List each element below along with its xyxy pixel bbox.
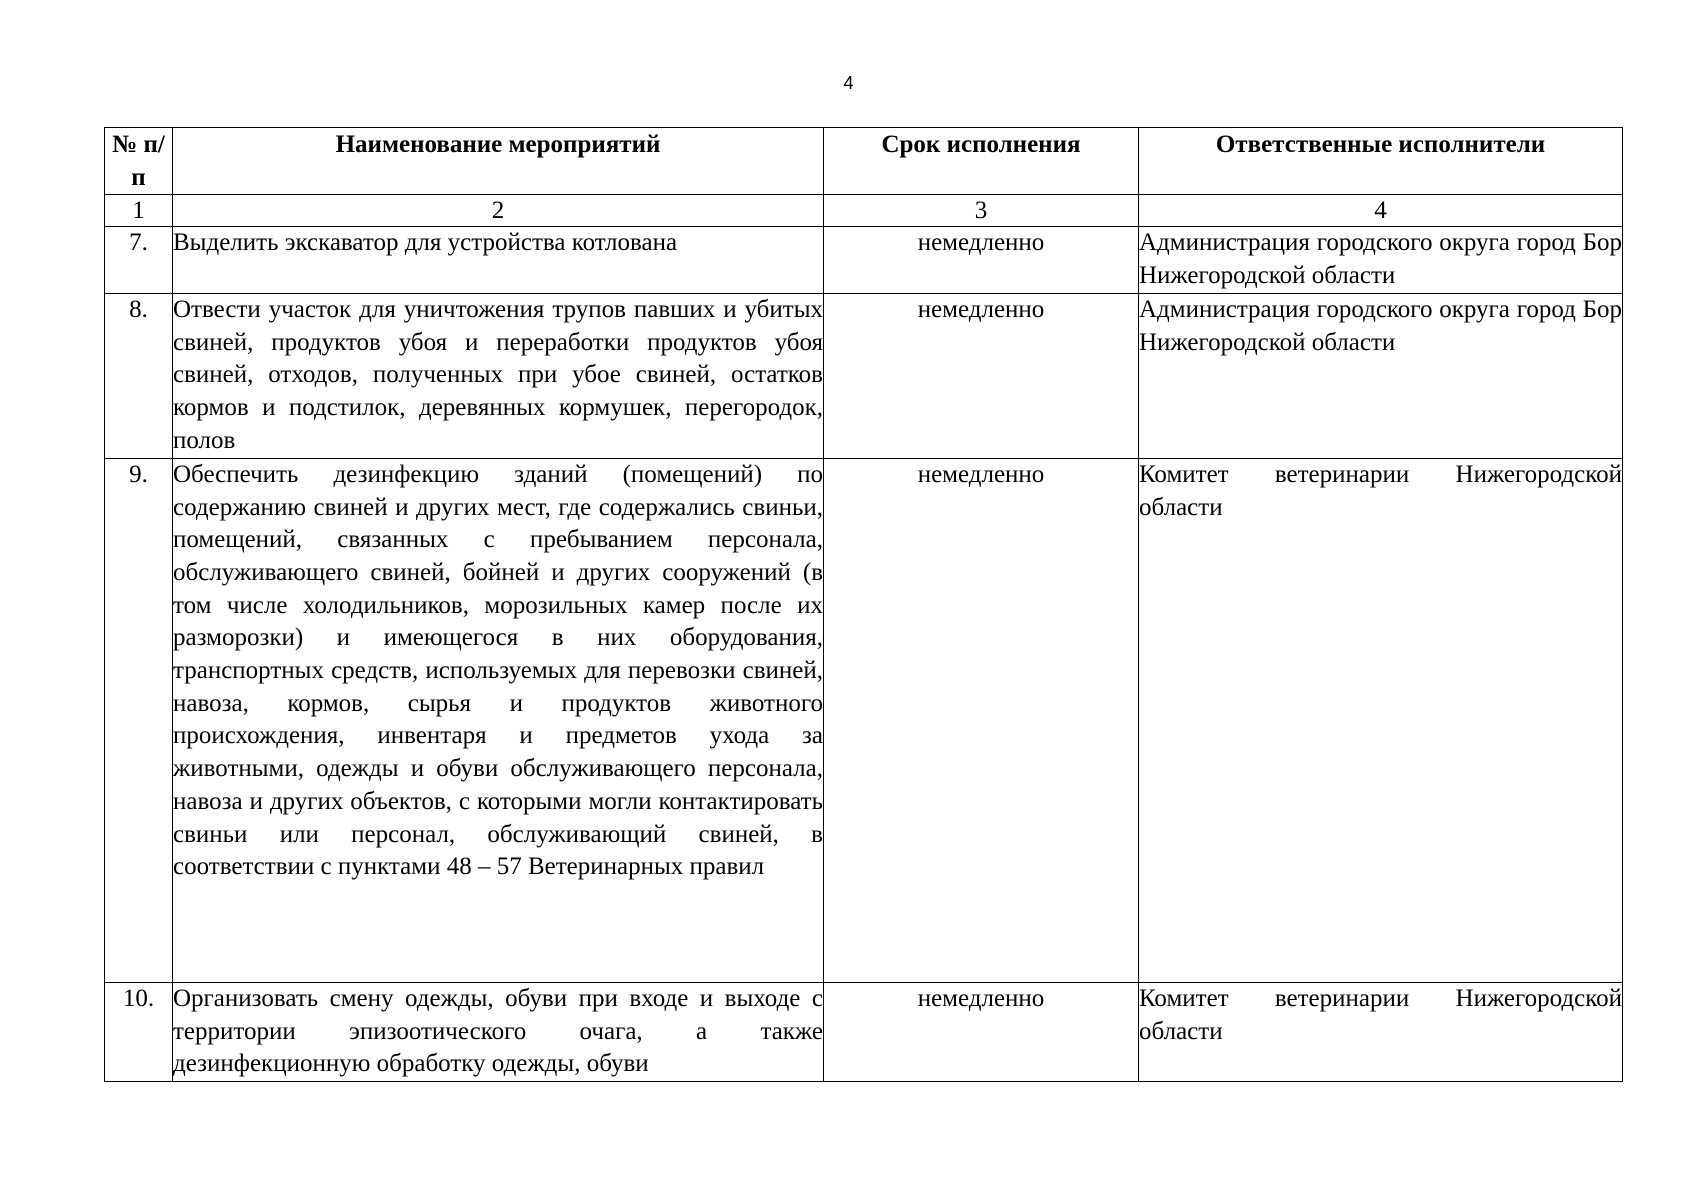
column-index-row bbox=[105, 195, 1623, 227]
row-number: 8. bbox=[105, 293, 173, 458]
row-action: Обеспечить дезинфекцию зданий (помещений) по содержанию свиней и других мест, где содержались свиньи, помещений, связанных с пребыванием персонала, обслуживающего свиней, бойней и других сооружений (в том числе холодильников, морозильных камер после их разморозки) и имеющегося в них оборудования, транспортных средств, используемых для перевозки свиней, навоза, кормов, сырья и продуктов животного происхождения, инвентаря и предметов ухода за животными, одежды и обуви обслуживающего персонала, навоза и других объектов, с которыми могли контактировать свиньи или персонал, обслуживающий свиней, в соответствии с пунктами 48 – 57 Ветеринарных правил bbox=[173, 458, 824, 982]
row-number: 10. bbox=[105, 982, 173, 1081]
column-index-1: 1 bbox=[105, 195, 173, 227]
table-header-row bbox=[105, 128, 1623, 195]
row-responsible: Администрация городского округа город Бор Нижегородской области bbox=[1139, 227, 1623, 293]
row-number: 7. bbox=[105, 227, 173, 293]
measures-table bbox=[104, 127, 1623, 1082]
row-responsible: Администрация городского округа город Бор Нижегородской области bbox=[1139, 293, 1623, 458]
row-number: 9. bbox=[105, 458, 173, 982]
column-index-2: 2 bbox=[173, 195, 824, 227]
row-action: Выделить экскаватор для устройства котлована bbox=[173, 227, 824, 293]
column-index-4: 4 bbox=[1139, 195, 1623, 227]
table-row bbox=[105, 458, 1623, 982]
row-term: немедленно bbox=[824, 982, 1139, 1081]
row-term: немедленно bbox=[824, 227, 1139, 293]
header-num: № п/п bbox=[105, 128, 173, 195]
row-responsible: Комитет ветеринарии Нижегородской области bbox=[1139, 982, 1623, 1081]
row-term: немедленно bbox=[824, 293, 1139, 458]
table-row bbox=[105, 982, 1623, 1081]
row-action: Организовать смену одежды, обуви при входе и выходе с территории эпизоотического очага, а также дезинфекционную обработку одежды, обуви bbox=[173, 982, 824, 1081]
row-responsible: Комитет ветеринарии Нижегородской области bbox=[1139, 458, 1623, 982]
page-number: 4 bbox=[843, 73, 854, 93]
header-action: Наименование мероприятий bbox=[173, 128, 824, 195]
row-action: Отвести участок для уничтожения трупов павших и убитых свиней, продуктов убоя и переработки продуктов убоя свиней, отходов, полученных при убое свиней, остатков кормов и подстилок, деревянных кормушек, перегородок, полов bbox=[173, 293, 824, 458]
header-responsible: Ответственные исполнители bbox=[1139, 128, 1623, 195]
row-term: немедленно bbox=[824, 458, 1139, 982]
table-row bbox=[105, 293, 1623, 458]
table-row bbox=[105, 227, 1623, 293]
header-term: Срок исполнения bbox=[824, 128, 1139, 195]
column-index-3: 3 bbox=[824, 195, 1139, 227]
